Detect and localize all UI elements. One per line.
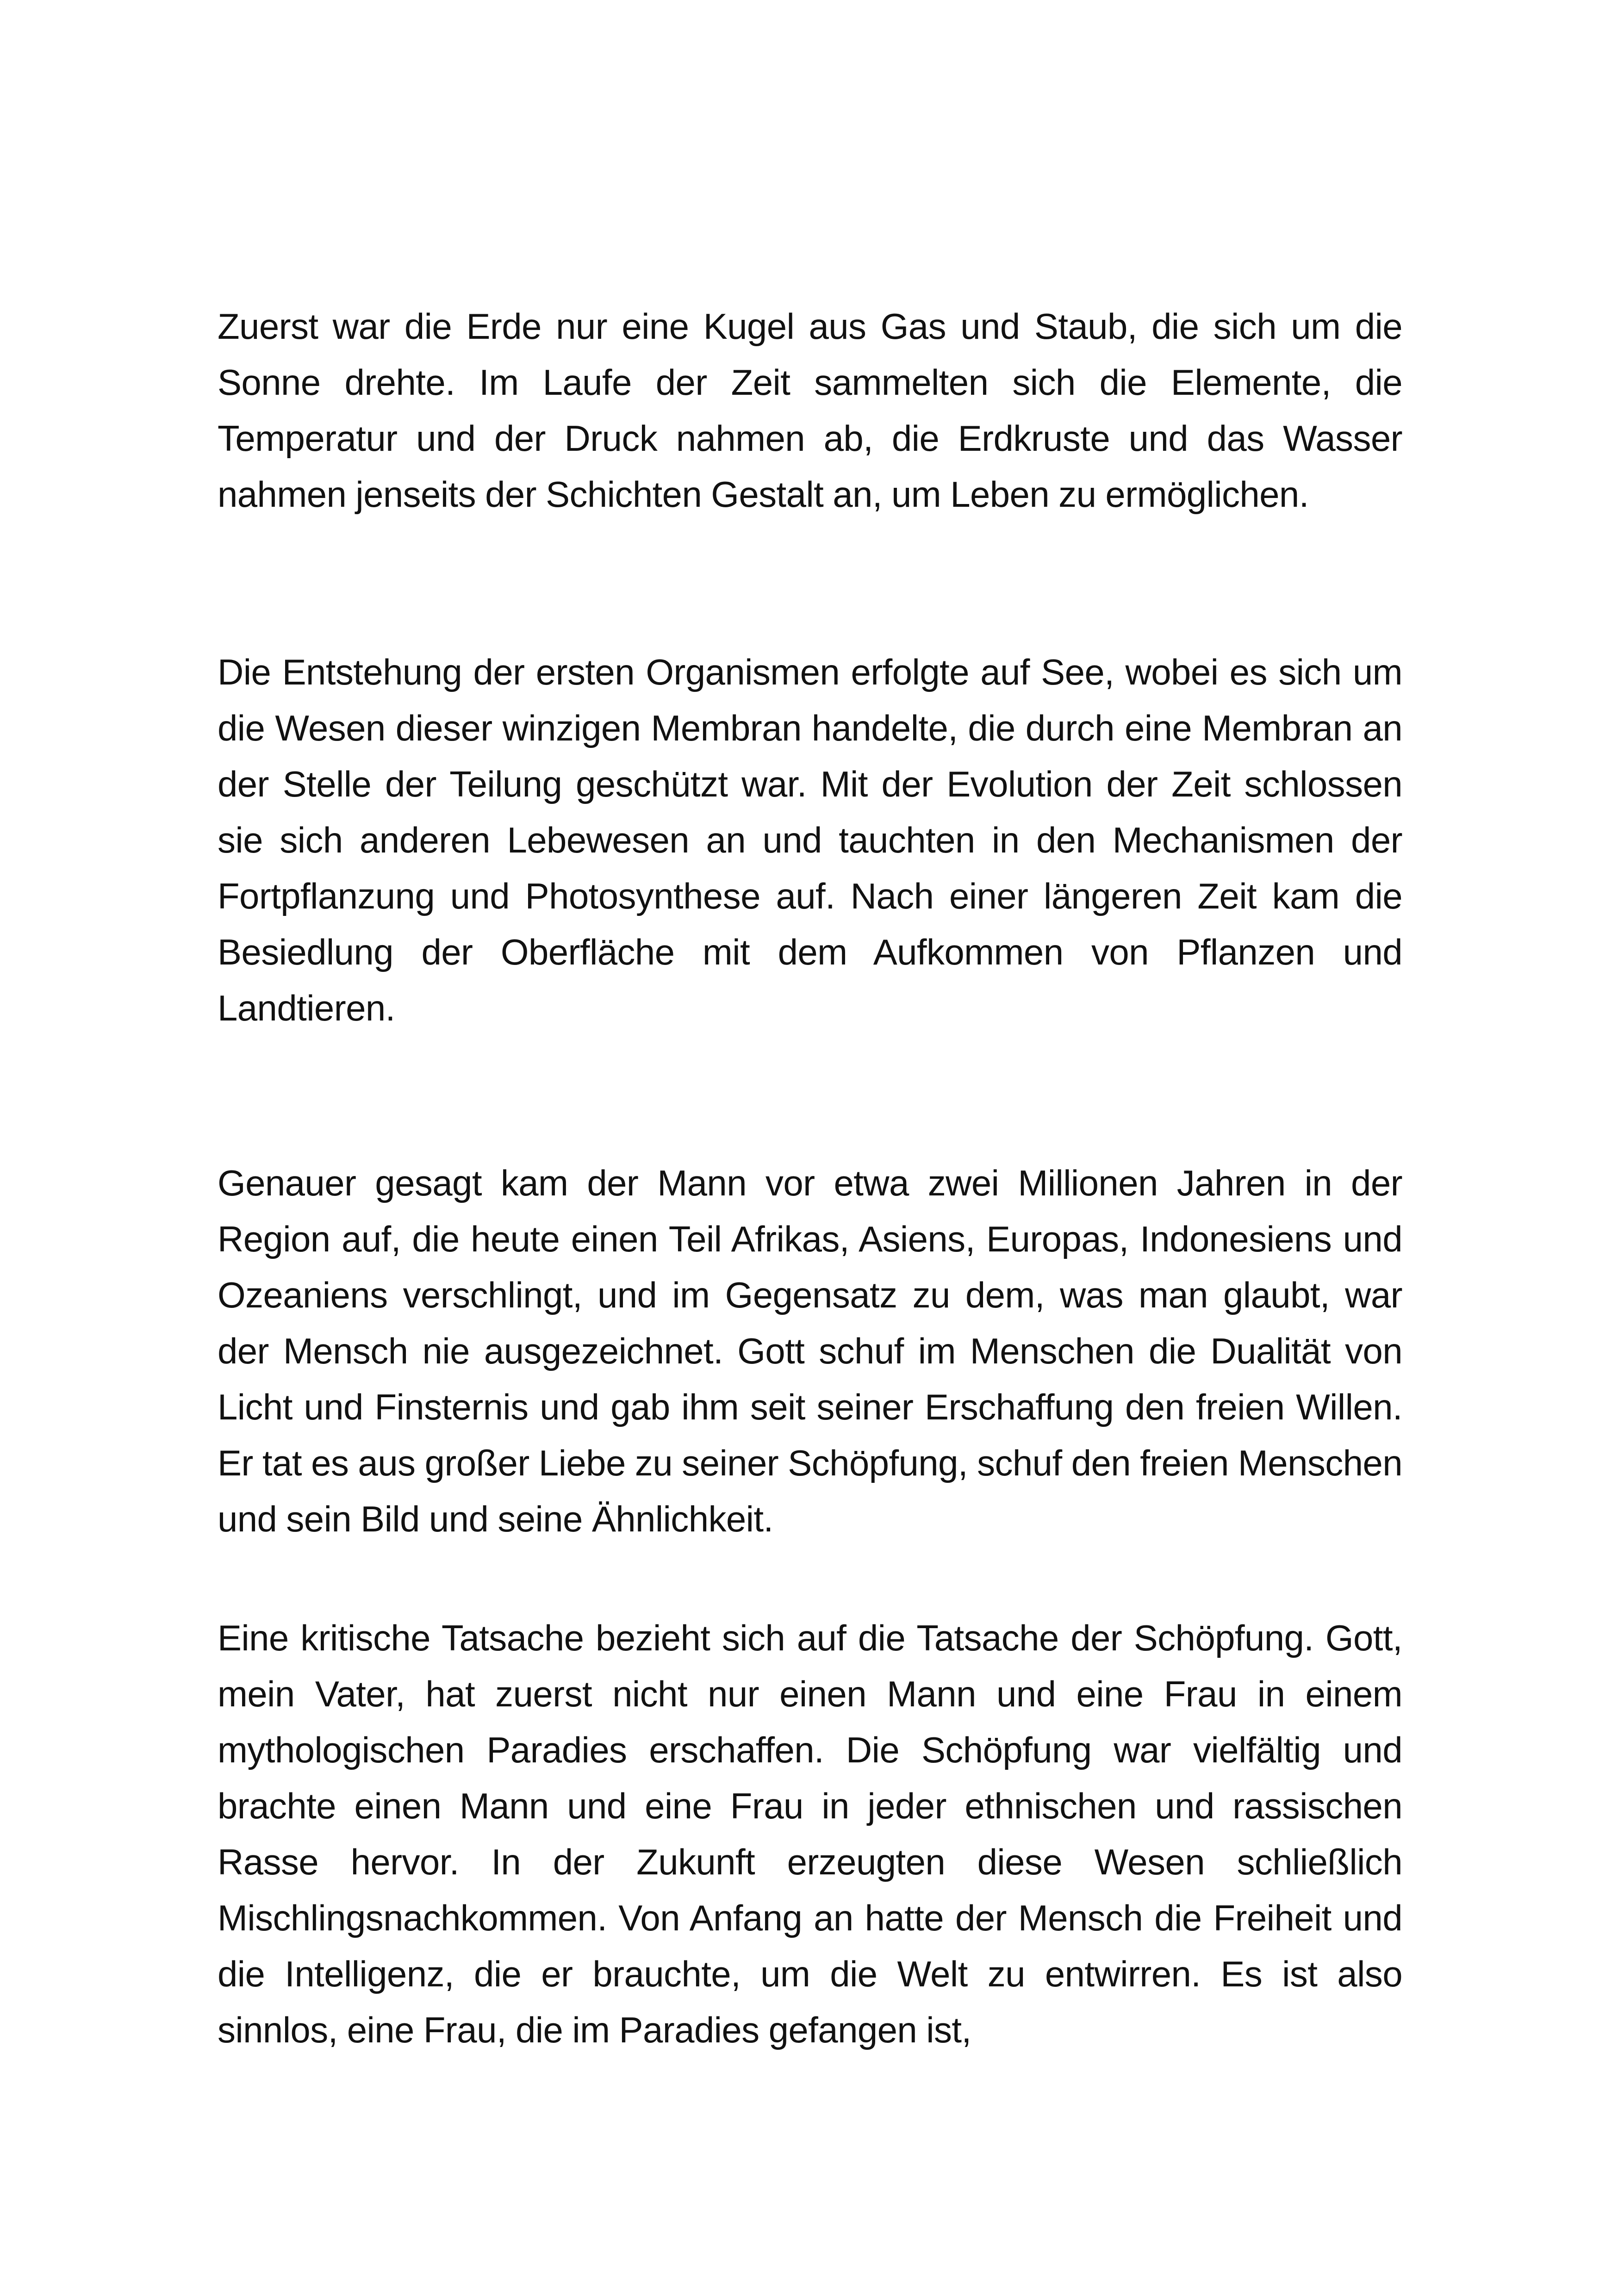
paragraph-origin-of-man: Genauer gesagt kam der Mann vor etwa zwei Millionen Jahren in der Region auf, die heute einen Teil Afrikas, Asiens, Europas, Indonesiens und Ozeaniens verschlingt, und im Gegensatz zu dem, was man glaubt, war der Mensch nie ausgezeichnet. Gott schuf im Menschen die Dualität von Licht und Finsternis und gab ihm seit seiner Erschaffung den freien Willen. Er tat es aus großer Liebe zu seiner Schöpfung, schuf den freien Menschen und sein Bild und seine Ähnlichkeit.	[218, 1163, 1402, 1539]
paragraph-earth-formation: Zuerst war die Erde nur eine Kugel aus Gas und Staub, die sich um die Sonne drehte. Im Laufe der Zeit sammelten sich die Elemente, die Temperatur und der Druck nahmen ab, die Erdkruste und das Wasser nahmen jenseits der Schichten Gestalt an, um Leben zu ermöglichen.	[218, 306, 1402, 515]
paragraph-creation-fact: Eine kritische Tatsache bezieht sich auf die Tatsache der Schöpfung. Gott, mein Vater, hat zuerst nicht nur einen Mann und eine Frau in einem mythologischen Paradies erschaffen. Die Schöpfung war vielfältig und brachte einen Mann und eine Frau in jeder ethnischen und rassischen Rasse hervor. In der Zukunft erzeugten diese Wesen schließlich Mischlingsnachkommen. Von Anfang an hatte der Mensch die Freiheit und die Intelligenz, die er brauchte, um die Welt zu entwirren. Es ist also sinnlos, eine Frau, die im Paradies gefangen ist,	[218, 1618, 1402, 2050]
paragraph-first-organisms: Die Entstehung der ersten Organismen erfolgte auf See, wobei es sich um die Wesen dieser winzigen Membran handelte, die durch eine Membran an der Stelle der Teilung geschützt war. Mit der Evolution der Zeit schlossen sie sich anderen Lebewesen an und tauchten in den Mechanismen der Fortpflanzung und Photosynthese auf. Nach einer längeren Zeit kam die Besiedlung der Oberfläche mit dem Aufkommen von Pflanzen und Landtieren.	[218, 652, 1402, 1028]
